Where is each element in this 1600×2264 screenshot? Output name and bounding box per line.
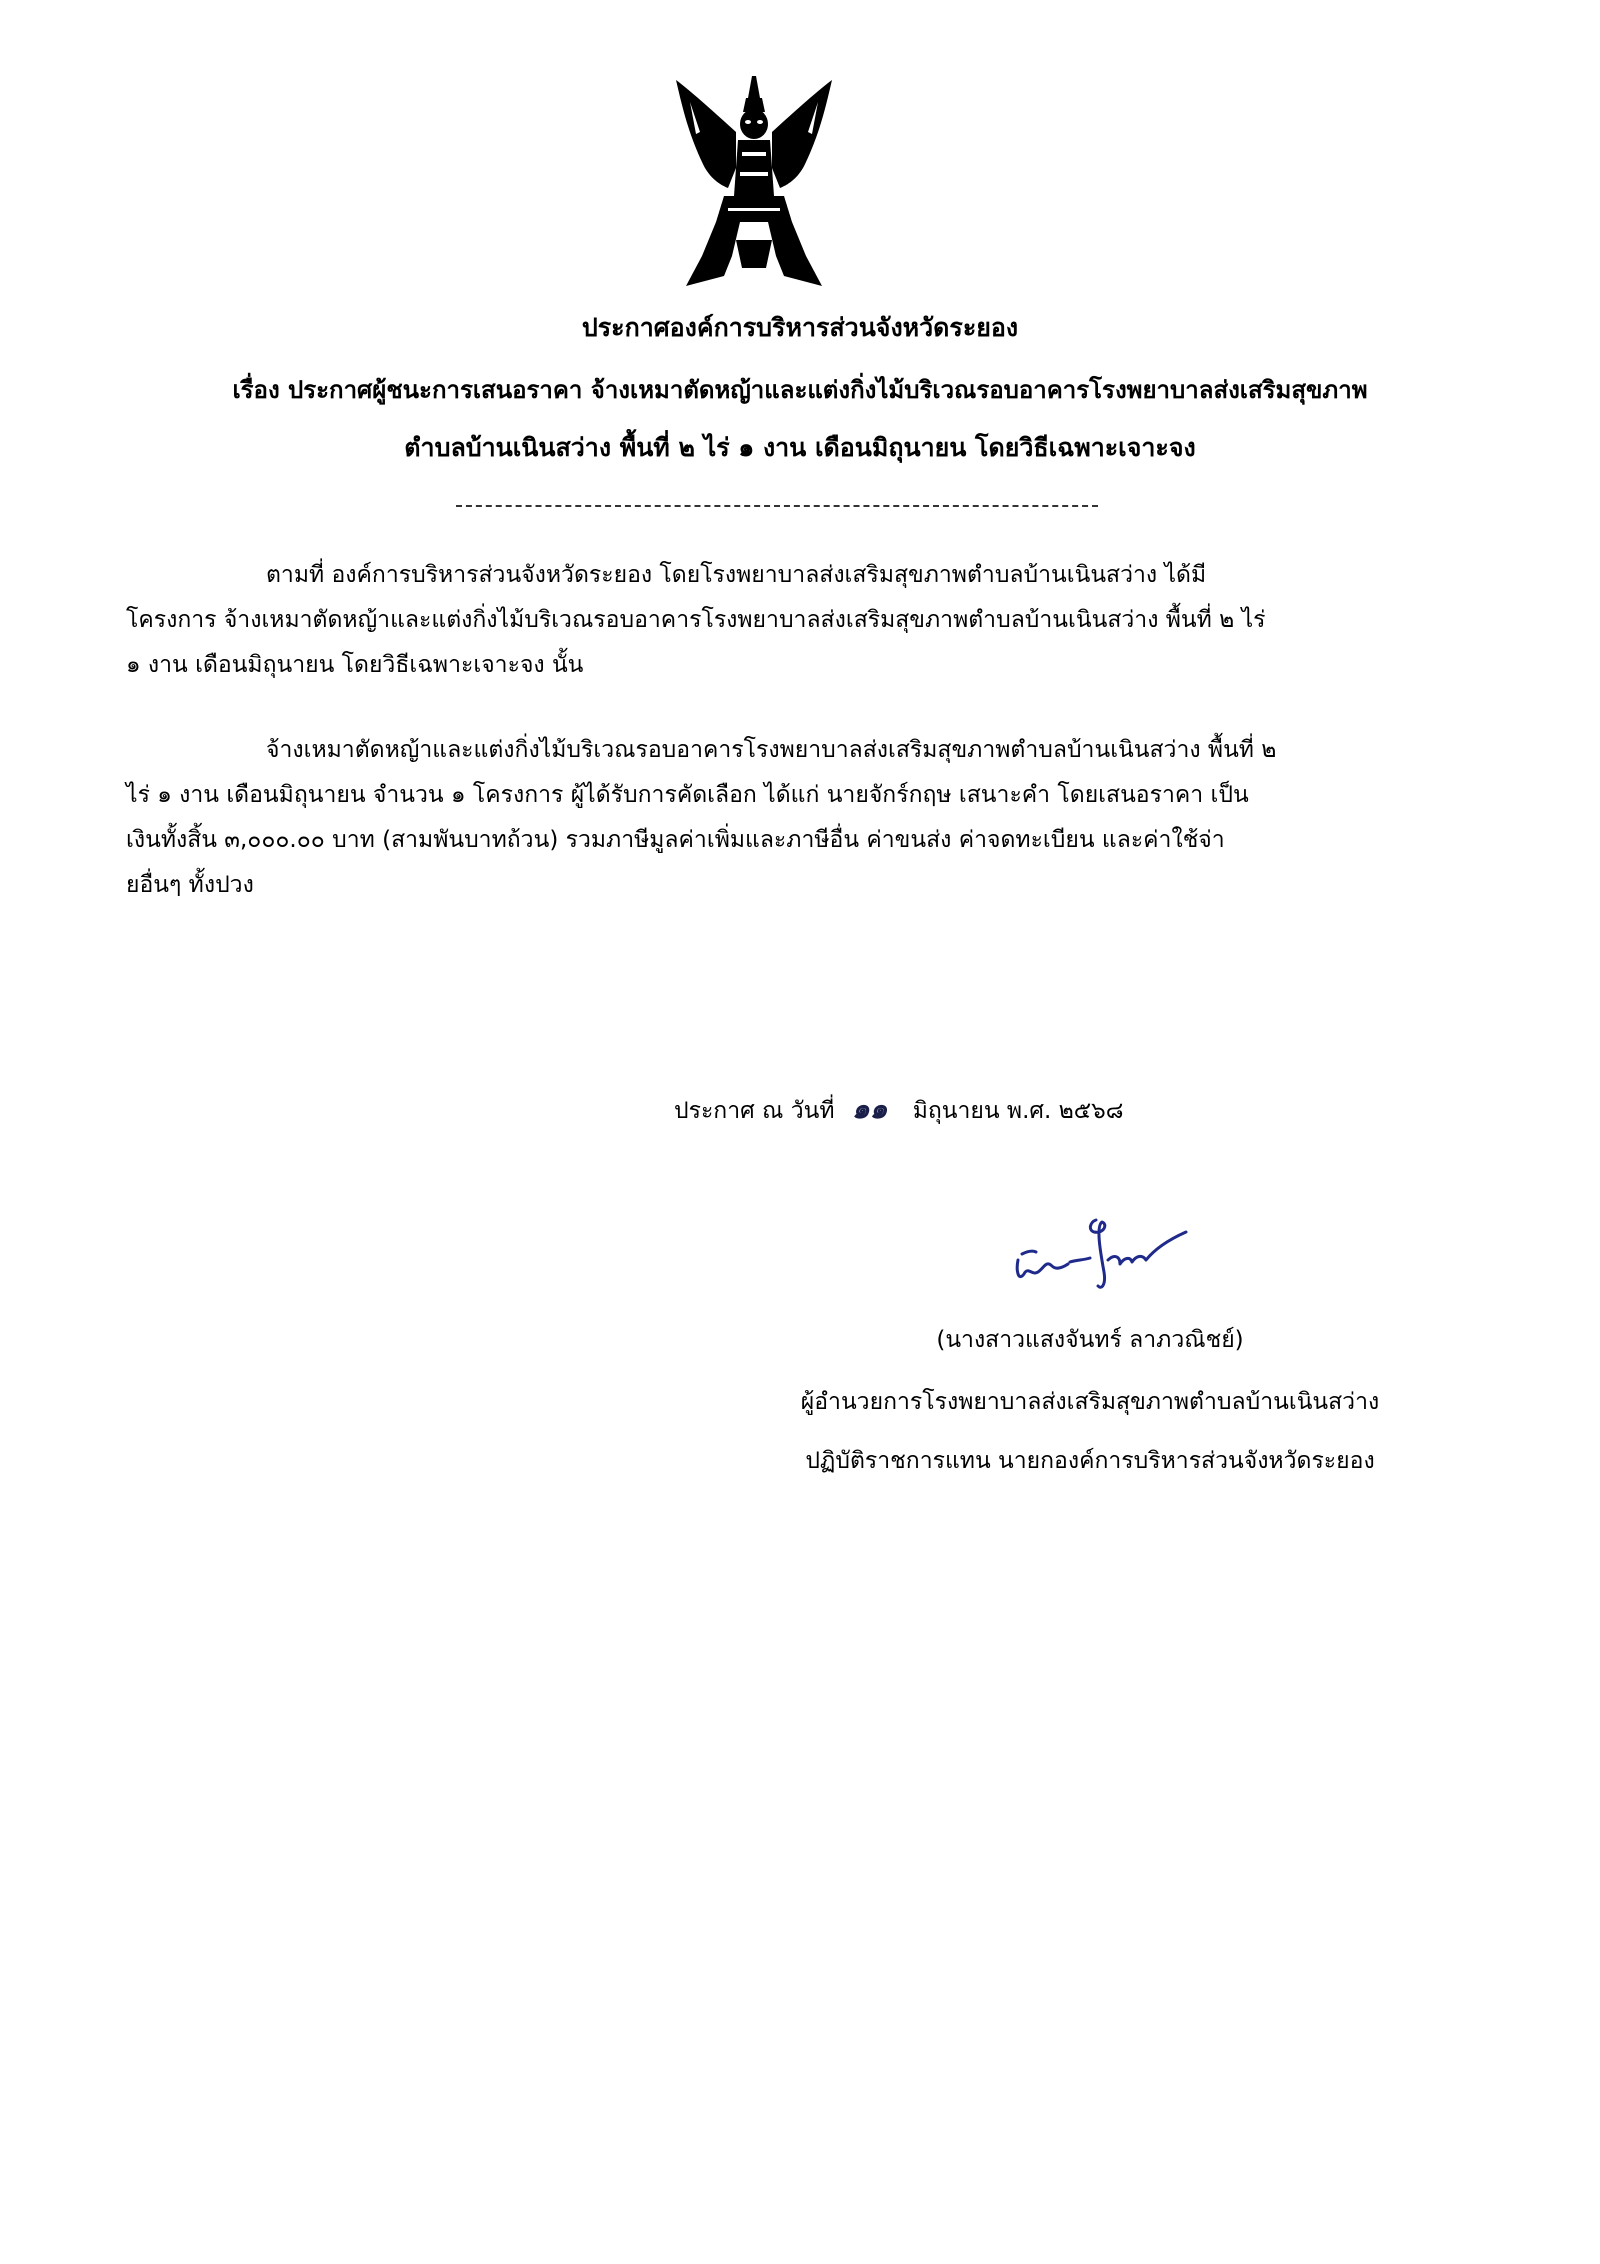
announcement-title: ประกาศองค์การบริหารส่วนจังหวัดระยอง <box>581 313 1019 342</box>
paragraph-1-line: ตามที่ องค์การบริหารส่วนจังหวัดระยอง โดยโรงพยาบาลส่งเสริมสุขภาพตำบลบ้านเนินสว่าง ได้มี <box>266 562 1207 588</box>
signatory-acting-for: ปฏิบัติราชการแทน นายกองค์การบริหารส่วนจังหวัดระยอง <box>805 1448 1375 1474</box>
paragraph-2-line: ยอื่นๆ ทั้งปวง <box>126 872 254 898</box>
paragraph-2-line: ไร่ ๑ งาน เดือนมิถุนายน จำนวน ๑ โครงการ ผู้ได้รับการคัดเลือก ได้แก่ นายจักร์กฤษ เสนาะคำ โดยเสนอราคา เป็น <box>126 782 1249 808</box>
date-month-year: มิถุนายน พ.ศ. ๒๕๖๘ <box>912 1098 1124 1124</box>
paragraph-1-line: ๑ งาน เดือนมิถุนายน โดยวิธีเฉพาะเจาะจง นั้น <box>126 652 584 678</box>
signatory-name: (นางสาวแสงจันทร์ ลาภวณิชย์) <box>936 1327 1244 1353</box>
subject-line-1: เรื่อง ประกาศผู้ชนะการเสนอราคา จ้างเหมาตัดหญ้าและแต่งกิ่งไม้บริเวณรอบอาคารโรงพยาบาลส่งเสริมสุขภาพ <box>232 376 1368 404</box>
title-separator <box>456 505 1098 507</box>
signatory-position: ผู้อำนวยการโรงพยาบาลส่งเสริมสุขภาพตำบลบ้านเนินสว่าง <box>800 1389 1380 1415</box>
paragraph-1-line: โครงการ จ้างเหมาตัดหญ้าและแต่งกิ่งไม้บริเวณรอบอาคารโรงพยาบาลส่งเสริมสุขภาพตำบลบ้านเนินสว่าง พื้นที่ ๒ ไร่ <box>126 607 1266 633</box>
date-day: ๑๑ <box>851 1092 888 1125</box>
garuda-emblem-icon <box>666 72 842 296</box>
announcement-date <box>674 1086 1124 1134</box>
paragraph-2-line: เงินทั้งสิ้น ๓,๐๐๐.๐๐ บาท (สามพันบาทถ้วน) รวมภาษีมูลค่าเพิ่มและภาษีอื่น ค่าขนส่ง ค่าจดทะเบียน และค่าใช้จ่า <box>126 827 1225 853</box>
date-prefix: ประกาศ ณ วันที่ <box>674 1098 835 1124</box>
paragraph-1 <box>126 553 1446 688</box>
subject-line-2: ตำบลบ้านเนินสว่าง พื้นที่ ๒ ไร่ ๑ งาน เดือนมิถุนายน โดยวิธีเฉพาะเจาะจง <box>404 433 1196 462</box>
paragraph-2-line: จ้างเหมาตัดหญ้าและแต่งกิ่งไม้บริเวณรอบอาคารโรงพยาบาลส่งเสริมสุขภาพตำบลบ้านเนินสว่าง พื้นที่ ๒ <box>266 737 1277 763</box>
paragraph-2 <box>126 728 1446 908</box>
handwritten-signature <box>1004 1210 1194 1292</box>
